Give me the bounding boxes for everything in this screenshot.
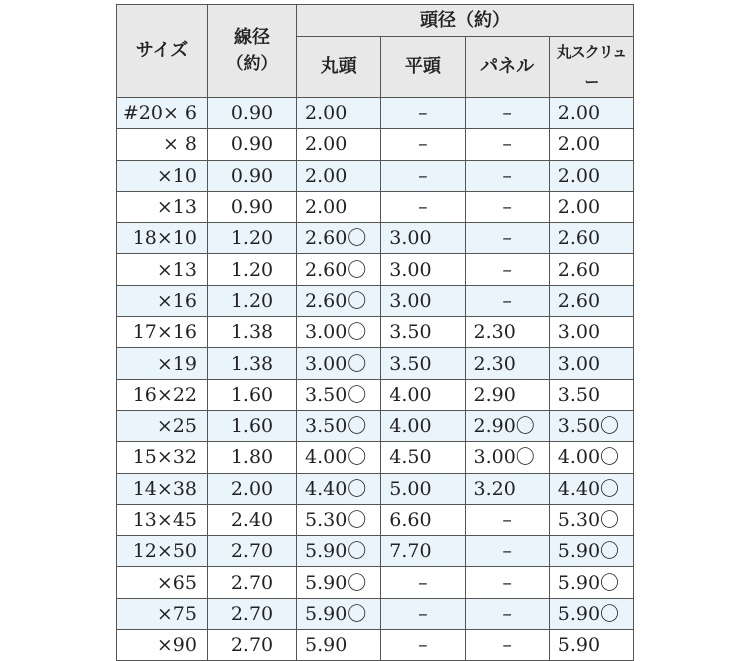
cell-size: ×75 [117,598,208,629]
header-round-screw: 丸スクリュー [549,37,633,98]
cell-round-screw: 2.60 [549,254,633,285]
cell-size: ×16 [117,285,208,316]
cell-round-head: 4.00〇 [297,442,381,473]
cell-panel: – [465,598,549,629]
cell-size: 12×50 [117,536,208,567]
header-flat-head: 平頭 [381,37,465,98]
cell-wire-diameter: 2.70 [208,598,297,629]
spec-table [116,4,634,661]
cell-wire-diameter: 2.40 [208,504,297,535]
cell-wire-diameter: 0.90 [208,160,297,191]
header-panel: パネル [465,37,549,98]
cell-panel: – [465,223,549,254]
cell-panel: – [465,536,549,567]
cell-wire-diameter: 0.90 [208,129,297,160]
cell-size: ×90 [117,630,208,661]
cell-panel: 2.90〇 [465,410,549,441]
cell-panel: 2.90 [465,379,549,410]
cell-round-head: 5.90〇 [297,598,381,629]
cell-round-head: 3.00〇 [297,348,381,379]
cell-flat-head: – [381,191,465,222]
cell-wire-diameter: 1.38 [208,317,297,348]
cell-round-head: 5.90〇 [297,567,381,598]
cell-wire-diameter: 1.20 [208,254,297,285]
cell-round-head: 2.00 [297,191,381,222]
cell-round-head: 3.50〇 [297,410,381,441]
cell-panel: – [465,567,549,598]
cell-round-head: 2.00 [297,129,381,160]
cell-flat-head: 3.50 [381,348,465,379]
cell-wire-diameter: 1.80 [208,442,297,473]
cell-flat-head: 3.00 [381,223,465,254]
cell-round-screw: 3.00 [549,317,633,348]
cell-round-head: 5.30〇 [297,504,381,535]
cell-round-screw: 5.90〇 [549,567,633,598]
table-row [117,536,634,567]
cell-round-screw: 3.50〇 [549,410,633,441]
table-row [117,630,634,661]
cell-panel: 2.30 [465,348,549,379]
cell-panel: – [465,129,549,160]
cell-round-head: 2.60〇 [297,254,381,285]
cell-flat-head: 4.00 [381,410,465,441]
header-wire-line1: 線径 [234,27,270,48]
header-size: サイズ [117,5,208,98]
cell-size: 17×16 [117,317,208,348]
cell-round-head: 2.00 [297,160,381,191]
table-row [117,129,634,160]
cell-round-screw: 5.30〇 [549,504,633,535]
header-wire-line2: （約） [226,54,278,74]
cell-wire-diameter: 1.60 [208,379,297,410]
cell-flat-head: – [381,98,465,129]
cell-round-head: 3.00〇 [297,317,381,348]
cell-round-screw: 4.00〇 [549,442,633,473]
cell-round-screw: 5.90〇 [549,536,633,567]
table-row [117,285,634,316]
cell-size: 16×22 [117,379,208,410]
table-row [117,504,634,535]
cell-wire-diameter: 2.00 [208,473,297,504]
table-row [117,317,634,348]
cell-panel: – [465,285,549,316]
cell-size: 15×32 [117,442,208,473]
cell-flat-head: – [381,129,465,160]
cell-size: 18×10 [117,223,208,254]
cell-round-head: 2.00 [297,98,381,129]
cell-round-screw: 2.00 [549,160,633,191]
cell-flat-head: – [381,160,465,191]
table-row [117,567,634,598]
cell-round-head: 5.90〇 [297,536,381,567]
cell-round-screw: 2.60 [549,223,633,254]
cell-round-screw: 3.50 [549,379,633,410]
table-row [117,410,634,441]
cell-wire-diameter: 2.70 [208,630,297,661]
cell-flat-head: 3.00 [381,285,465,316]
cell-flat-head: – [381,567,465,598]
cell-wire-diameter: 0.90 [208,98,297,129]
cell-size: ×19 [117,348,208,379]
cell-wire-diameter: 0.90 [208,191,297,222]
cell-panel: – [465,191,549,222]
cell-panel: 3.00〇 [465,442,549,473]
cell-wire-diameter: 1.60 [208,410,297,441]
cell-round-head: 2.60〇 [297,223,381,254]
table-body [117,98,634,661]
cell-round-screw: 3.00 [549,348,633,379]
cell-panel: – [465,630,549,661]
header-round-head: 丸頭 [297,37,381,98]
cell-wire-diameter: 1.20 [208,285,297,316]
cell-round-head: 3.50〇 [297,379,381,410]
cell-flat-head: 3.00 [381,254,465,285]
header-wire-diameter [208,5,297,98]
cell-round-screw: 4.40〇 [549,473,633,504]
cell-size: ×13 [117,191,208,222]
cell-round-screw: 2.60 [549,285,633,316]
cell-round-screw: 2.00 [549,191,633,222]
table-row [117,98,634,129]
cell-panel: – [465,98,549,129]
cell-flat-head: 4.00 [381,379,465,410]
table-row [117,348,634,379]
cell-size: 13×45 [117,504,208,535]
table-row [117,223,634,254]
cell-panel: – [465,254,549,285]
cell-flat-head: – [381,630,465,661]
cell-wire-diameter: 1.38 [208,348,297,379]
cell-round-screw: 5.90〇 [549,598,633,629]
cell-size: #20× 6 [117,98,208,129]
cell-flat-head: – [381,598,465,629]
cell-flat-head: 6.60 [381,504,465,535]
cell-size: ×13 [117,254,208,285]
table-row [117,598,634,629]
cell-flat-head: 5.00 [381,473,465,504]
cell-size: 14×38 [117,473,208,504]
cell-panel: – [465,160,549,191]
table-row [117,254,634,285]
cell-round-head: 5.90 [297,630,381,661]
cell-flat-head: 7.70 [381,536,465,567]
cell-round-head: 2.60〇 [297,285,381,316]
cell-size: × 8 [117,129,208,160]
table-row [117,473,634,504]
cell-size: ×25 [117,410,208,441]
cell-panel: – [465,504,549,535]
cell-size: ×65 [117,567,208,598]
cell-size: ×10 [117,160,208,191]
cell-panel: 3.20 [465,473,549,504]
table-row [117,379,634,410]
cell-flat-head: 3.50 [381,317,465,348]
table-row [117,442,634,473]
cell-panel: 2.30 [465,317,549,348]
header-row-1 [117,5,634,37]
cell-wire-diameter: 2.70 [208,536,297,567]
table-row [117,160,634,191]
cell-round-screw: 2.00 [549,129,633,160]
cell-wire-diameter: 2.70 [208,567,297,598]
header-head-diameter: 頭径（約） [297,5,634,37]
cell-flat-head: 4.50 [381,442,465,473]
table-row [117,191,634,222]
cell-round-head: 4.40〇 [297,473,381,504]
cell-wire-diameter: 1.20 [208,223,297,254]
cell-round-screw: 2.00 [549,98,633,129]
cell-round-screw: 5.90 [549,630,633,661]
